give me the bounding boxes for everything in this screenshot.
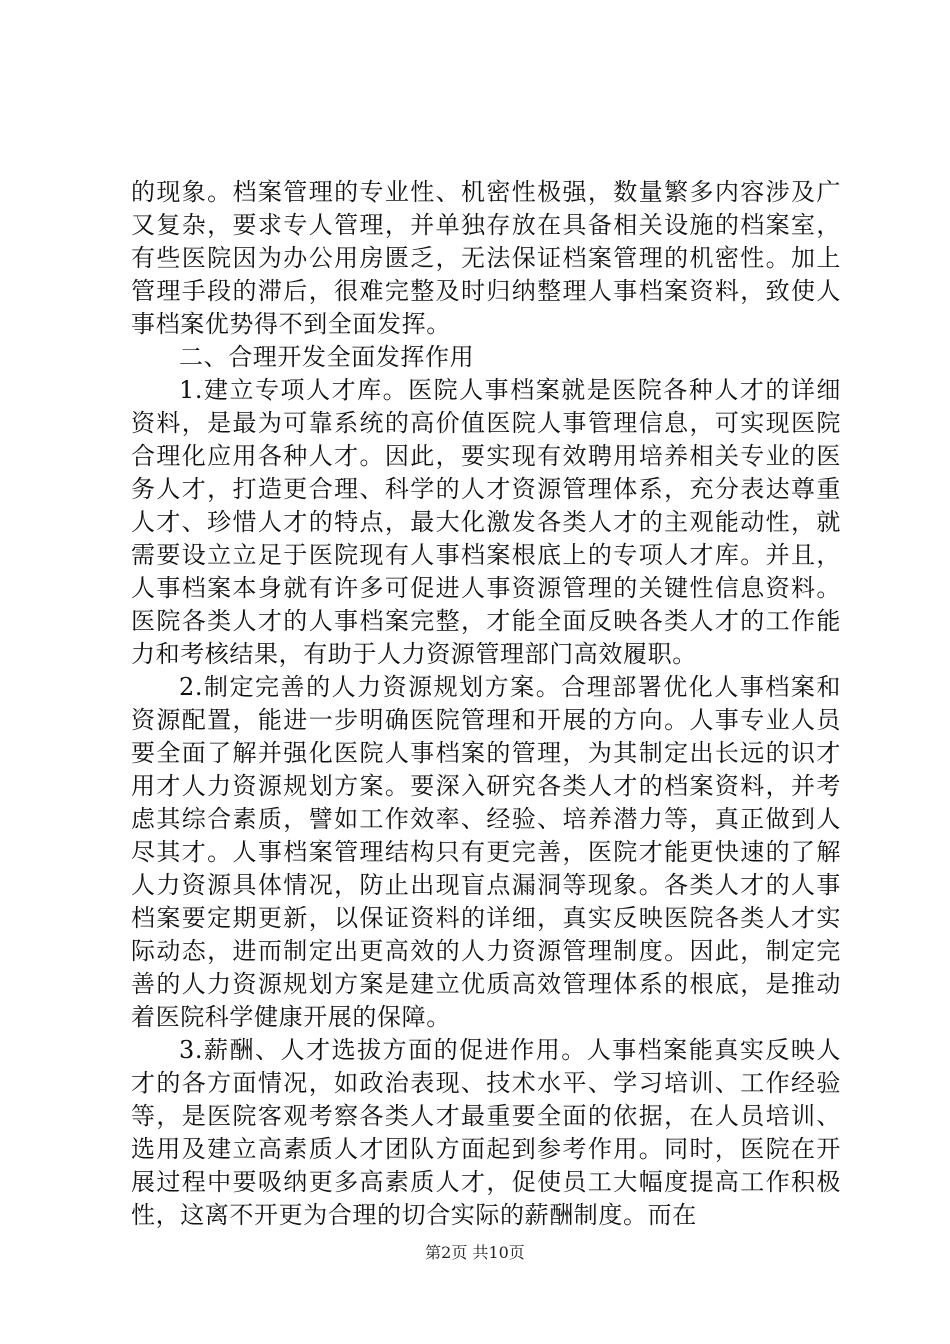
section-heading: 二、合理开发全面发挥作用 (179, 343, 475, 371)
paragraph-hr-planning: 2.制定完善的人力资源规划方案。合理部署优化人事档案和资源配置，能进一步明确医院管理和开展的方向。人事专业人员要全面了解并强化医院人事档案的管理，为其制定出长远的识才用才人力资源规划方案。要深入研究各类人才的档案资料，并考虑其综合素质，譬如工作效率、经验、培养潜力等，真正做到人尽其才。人事档案管理结构只有更完善，医院才能更快速的了解人力资源具体情况，防止出现盲点漏洞等现象。各类人才的人事档案要定期更新，以保证资料的详细，真实反映医院各类人才实际动态，进而制定出更高效的人力资源管理制度。因此，制定完善的人力资源规划方案是建立优质高效管理体系的根底，是推动着医院科学健康开展的保障。 (131, 673, 841, 1031)
page-footer (0, 1242, 950, 1264)
paragraph-continuation: 的现象。档案管理的专业性、机密性极强，数量繁多内容涉及广又复杂，要求专人管理，并单独存放在具备相关设施的档案室，有些医院因为办公用房匮乏，无法保证档案管理的机密性。加上管理手段的滞后，很难完整及时归纳整理人事档案资料，致使人事档案优势得不到全面发挥。 (131, 178, 841, 338)
paragraph-salary-selection: 3.薪酬、人才选拔方面的促进作用。人事档案能真实反映人才的各方面情况，如政治表现、技术水平、学习培训、工作经验等，是医院客观考察各类人才最重要全面的依据，在人员培训、选用及建立高素质人才团队方面起到参考作用。同时，医院在开展过程中要吸纳更多高素质人才，促使员工大幅度提高工作积极性，这离不开更为合理的切合实际的薪酬制度。而在 (131, 1036, 841, 1229)
document-body (131, 176, 841, 1232)
paragraph-talent-pool: 1.建立专项人才库。医院人事档案就是医院各种人才的详细资料，是最为可靠系统的高价值医院人事管理信息，可实现医院合理化应用各种人才。因此，要实现有效聘用培养相关专业的医务人才，打造更合理、科学的人才资源管理体系，充分表达尊重人才、珍惜人才的特点，最大化激发各类人才的主观能动性，就需要设立立足于医院现有人事档案根底上的专项人才库。并且，人事档案本身就有许多可促进人事资源管理的关键性信息资料。医院各类人才的人事档案完整，才能全面反映各类人才的工作能力和考核结果，有助于人力资源管理部门高效履职。 (131, 376, 841, 668)
page-number: 第2页 共10页 (425, 1243, 525, 1262)
